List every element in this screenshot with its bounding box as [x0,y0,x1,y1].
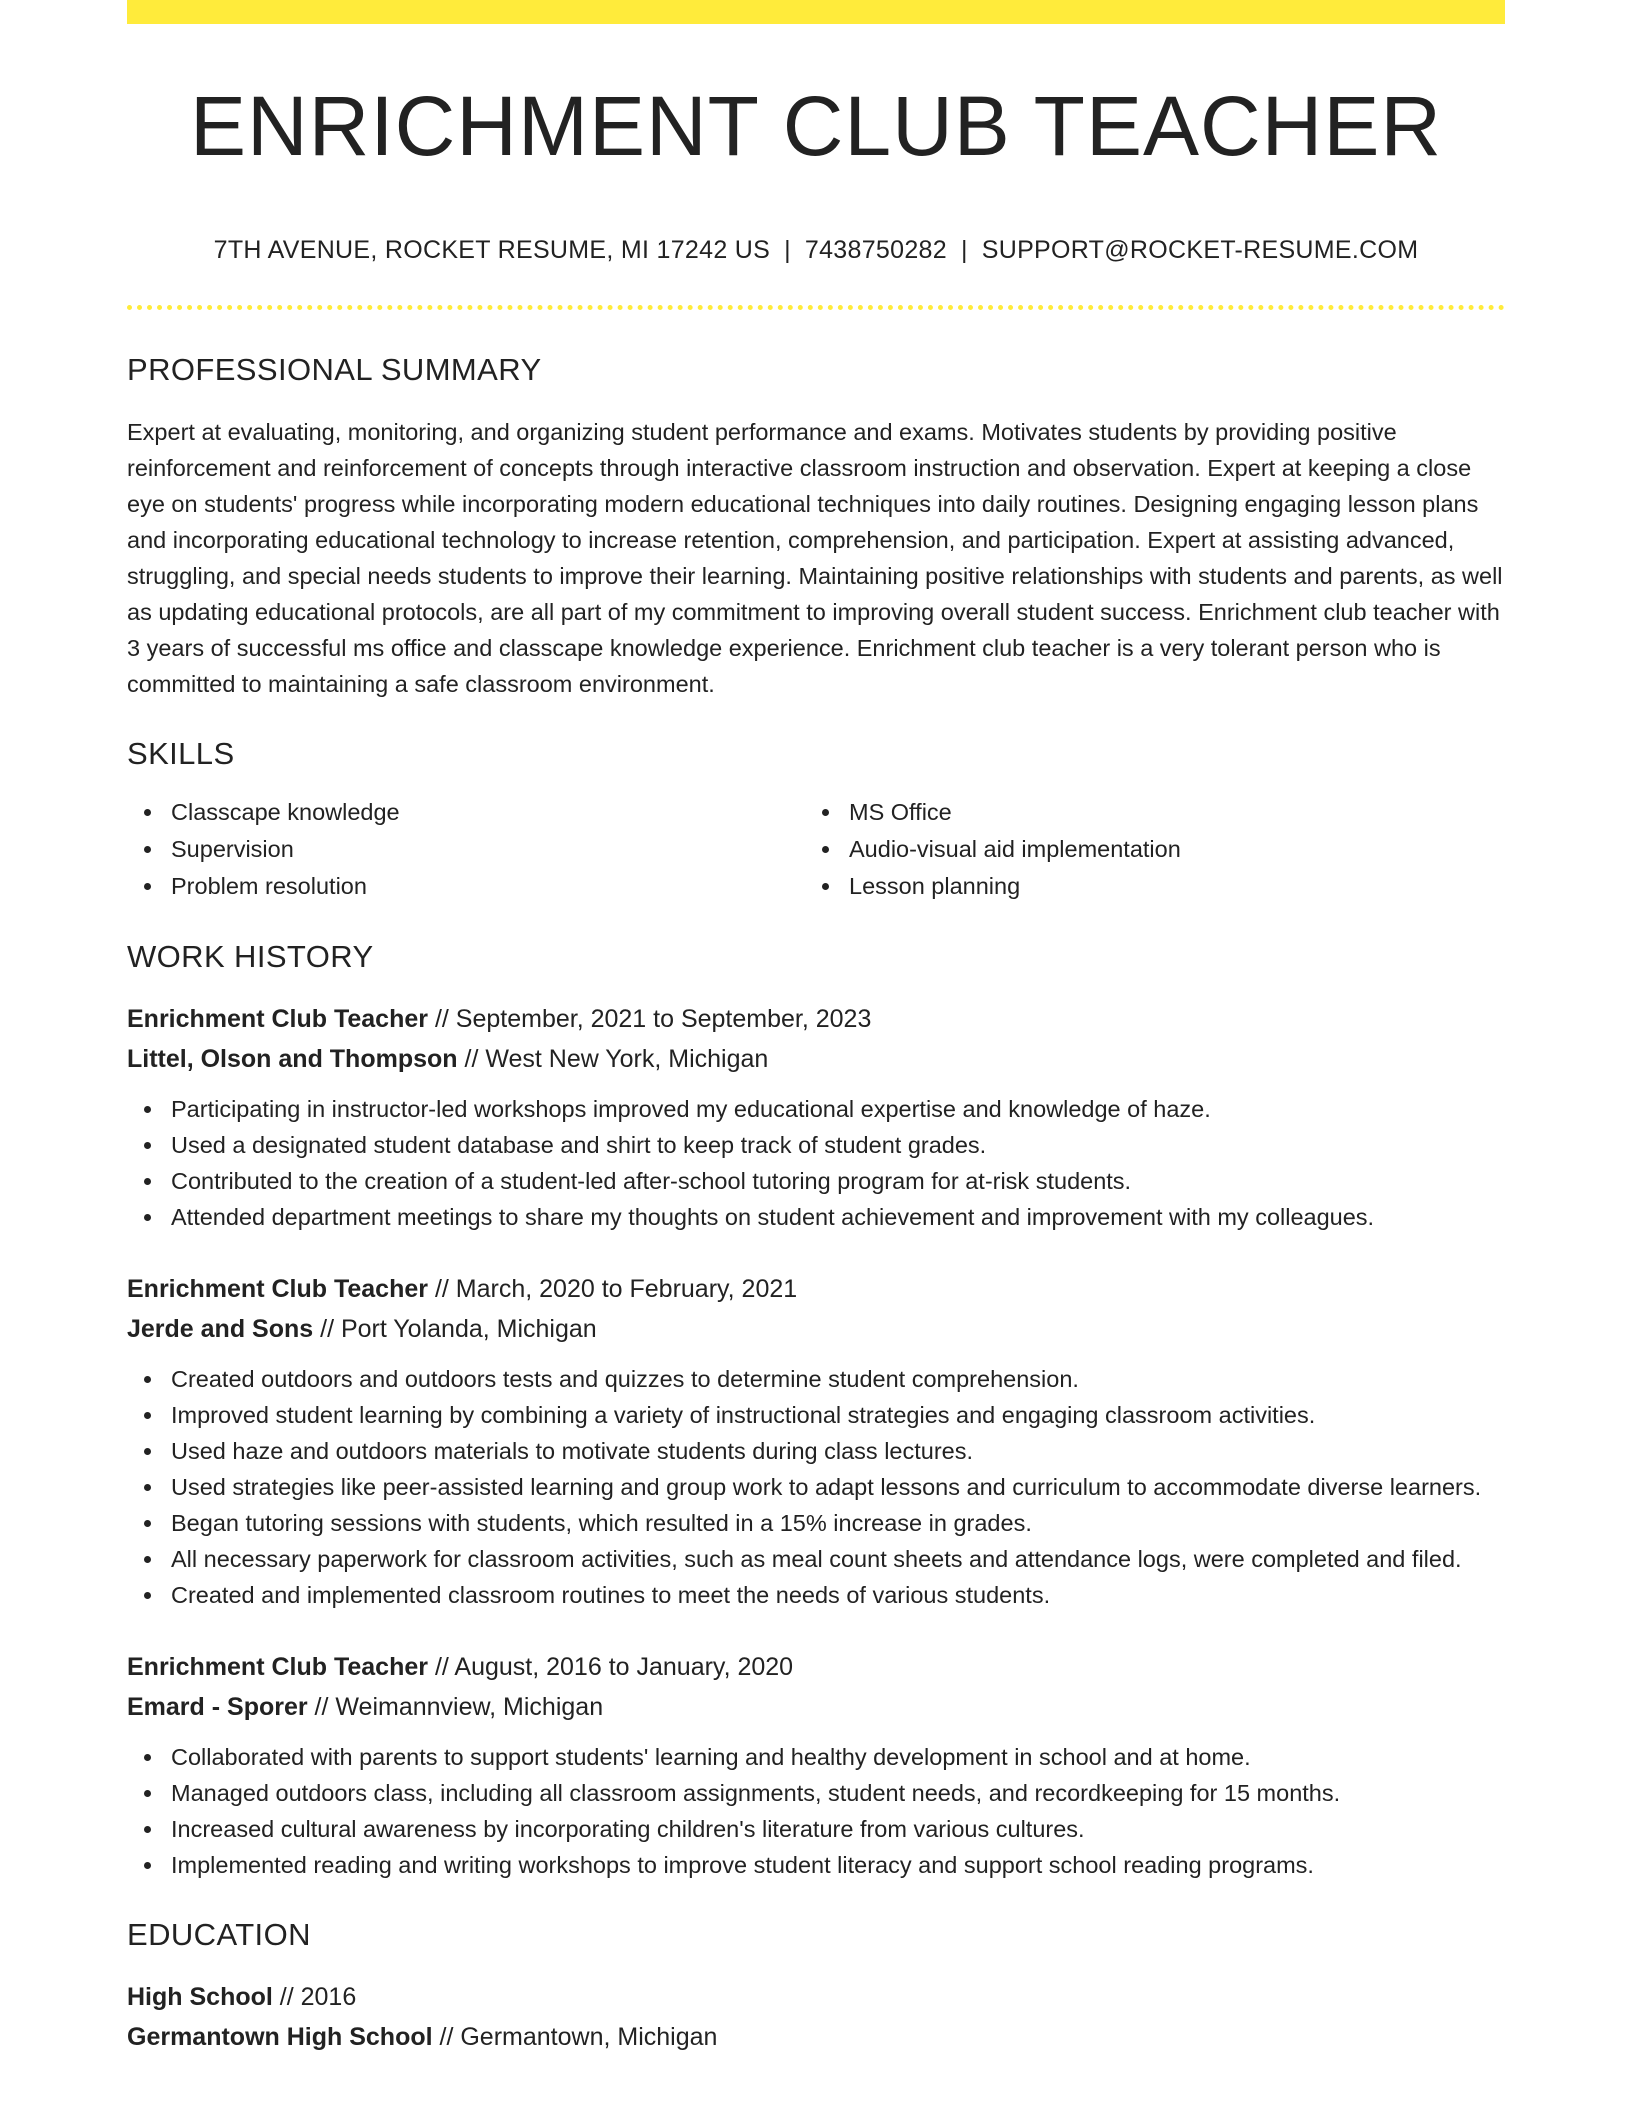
job-bullet: Used a designated student database and shirt to keep track of student grades. [127,1127,1505,1163]
education-heading: EDUCATION [127,1917,311,1952]
job-entry [127,1647,1505,1883]
skill-item: Supervision [127,831,805,868]
job-bullet: Attended department meetings to share my thoughts on student achievement and improvement with my colleagues. [127,1199,1505,1235]
education-school: Germantown High School [127,2023,433,2051]
education-entry [127,1977,1505,2057]
job-bullet: Managed outdoors class, including all classroom assignments, student needs, and recordkeeping for 15 months. [127,1775,1505,1811]
dotted-divider [127,305,1505,310]
job-company: Littel, Olson and Thompson [127,1045,458,1073]
job-dates: // March, 2020 to February, 2021 [428,1275,798,1303]
job-title-line [127,1647,1505,1687]
job-bullet: Used haze and outdoors materials to motivate students during class lectures. [127,1433,1505,1469]
job-bullet: Participating in instructor-led workshops improved my educational expertise and knowledge of haze. [127,1091,1505,1127]
job-company-line [127,1039,1505,1079]
job-bullet: All necessary paperwork for classroom activities, such as meal count sheets and attendance logs, were completed and filed. [127,1541,1505,1577]
job-entry [127,999,1505,1235]
job-location: // Port Yolanda, Michigan [313,1315,597,1343]
job-company: Jerde and Sons [127,1315,314,1343]
contact-line [127,236,1505,265]
education-location: // Germantown, Michigan [432,2023,718,2051]
education-year: // 2016 [272,1983,357,2011]
skills-heading: SKILLS [127,736,235,771]
job-bullet: Increased cultural awareness by incorporating children's literature from various cultures. [127,1811,1505,1847]
work-history-heading: WORK HISTORY [127,939,374,974]
job-bullet: Collaborated with parents to support students' learning and healthy development in school and at home. [127,1739,1505,1775]
contact-separator: | [960,236,968,264]
job-bullet: Began tutoring sessions with students, which resulted in a 15% increase in grades. [127,1505,1505,1541]
contact-separator: | [784,236,791,264]
skills-right-list [805,794,1505,905]
job-role: Enrichment Club Teacher [127,1653,428,1681]
job-role: Enrichment Club Teacher [127,1005,428,1033]
skill-item: Classcape knowledge [127,794,805,831]
job-location: // Weimannview, Michigan [307,1693,604,1721]
job-company-line [127,1687,1505,1727]
contact-email: SUPPORT@ROCKET-RESUME.COM [981,236,1419,264]
job-dates: // August, 2016 to January, 2020 [428,1653,794,1681]
job-bullet: Implemented reading and writing workshops to improve student literacy and support school reading programs. [127,1847,1505,1883]
job-entry [127,1269,1505,1613]
skills-left-list [127,794,805,905]
job-bullet: Created outdoors and outdoors tests and quizzes to determine student comprehension. [127,1361,1505,1397]
job-bullets [127,1091,1505,1235]
contact-phone: 7438750282 [804,236,947,264]
job-dates: // September, 2021 to September, 2023 [428,1005,872,1033]
summary-heading: PROFESSIONAL SUMMARY [127,352,542,387]
job-bullet: Used strategies like peer-assisted learning and group work to adapt lessons and curriculum to accommodate diverse learners. [127,1469,1505,1505]
skills-grid [127,794,1505,905]
resume-page [127,0,1505,2057]
job-role: Enrichment Club Teacher [127,1275,428,1303]
job-title-line [127,999,1505,1039]
skill-item: Lesson planning [805,868,1505,905]
education-degree: High School [127,1983,273,2011]
summary-text: Expert at evaluating, monitoring, and organizing student performance and exams. Motivates students by providing positive reinforcement and reinforcement of concepts through interactive classroom instruction and observation. Expert at keeping a close eye on students' progress while incorporating modern educational techniques into daily routines. Designing engaging lesson plans and incorporating educational technology to increase retention, comprehension, and participation. Expert at assisting advanced, struggling, and special needs students to improve their learning. Maintaining positive relationships with students and parents, as well as updating educational protocols, are all part of my commitment to improving overall student success. Enrichment club teacher with 3 years of successful ms office and classcape knowledge experience. Enrichment club teacher is a very tolerant person who is committed to maintaining a safe classroom environment. [127,419,1503,697]
job-bullet: Improved student learning by combining a variety of instructional strategies and engaging classroom activities. [127,1397,1505,1433]
job-company-line [127,1309,1505,1349]
job-location: // West New York, Michigan [457,1045,769,1073]
job-bullets [127,1739,1505,1883]
skill-item: Audio-visual aid implementation [805,831,1505,868]
skill-item: MS Office [805,794,1505,831]
job-bullet: Contributed to the creation of a student-led after-school tutoring program for at-risk students. [127,1163,1505,1199]
resume-name-title: ENRICHMENT CLUB TEACHER [189,79,1443,173]
job-company: Emard - Sporer [127,1693,308,1721]
education-degree-line [127,1977,1505,2017]
job-bullets [127,1361,1505,1613]
job-title-line [127,1269,1505,1309]
accent-top-bar [127,0,1505,24]
contact-address: 7TH AVENUE, ROCKET RESUME, MI 17242 US [213,236,771,264]
job-bullet: Created and implemented classroom routines to meet the needs of various students. [127,1577,1505,1613]
education-school-line [127,2017,1505,2057]
skill-item: Problem resolution [127,868,805,905]
